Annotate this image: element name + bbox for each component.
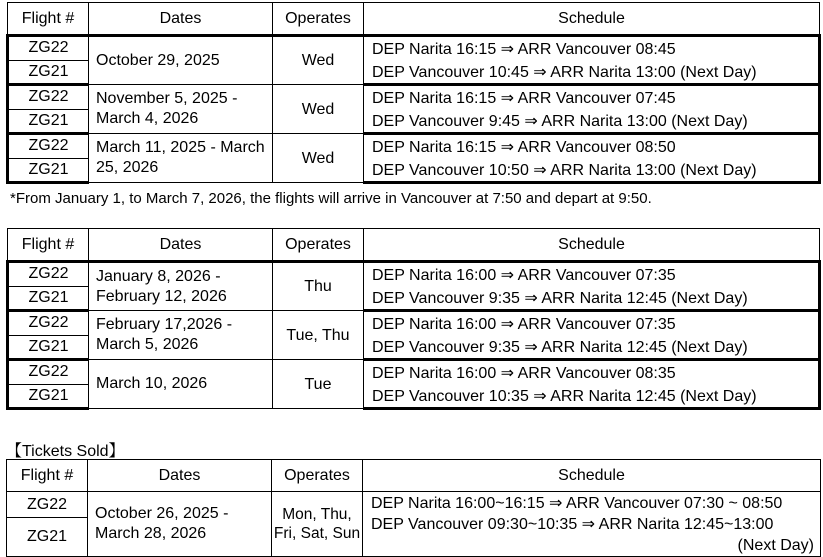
flight-number: ZG22 (8, 360, 89, 385)
flight-number: ZG21 (8, 286, 89, 311)
dates-cell: January 8, 2026 - February 12, 2026 (89, 262, 273, 311)
flight-number: ZG21 (8, 60, 89, 85)
dates-cell: March 10, 2026 (89, 360, 273, 409)
table-header-row (8, 229, 820, 262)
table-header-row (7, 460, 821, 492)
header-flight: Flight # (8, 229, 89, 262)
header-dates: Dates (88, 460, 272, 492)
schedule-outbound: DEP Narita 16:00 ⇒ ARR Vancouver 07:35 (364, 311, 820, 336)
flight-number: ZG22 (8, 134, 89, 159)
table-header-row (8, 3, 820, 36)
dates-cell: March 11, 2025 - March 25, 2026 (89, 134, 273, 183)
flight-number: ZG21 (8, 109, 89, 134)
table-row (8, 36, 820, 61)
schedule-return: DEP Vancouver 9:45 ⇒ ARR Narita 13:00 (Next Day) (364, 109, 820, 134)
header-dates: Dates (89, 229, 273, 262)
header-operates: Operates (273, 3, 364, 36)
schedule-next-day: (Next Day) (737, 536, 814, 554)
schedule-outbound: DEP Narita 16:00 ⇒ ARR Vancouver 08:35 (364, 360, 820, 385)
section-title: 【Tickets Sold】 (6, 443, 125, 460)
schedule-cell (363, 492, 821, 557)
dates-cell: February 17,2026 - March 5, 2026 (89, 311, 273, 360)
schedule-table-3 (6, 459, 821, 557)
header-flight: Flight # (7, 460, 88, 492)
schedule-return: DEP Vancouver 9:35 ⇒ ARR Narita 12:45 (Next Day) (364, 335, 820, 360)
schedule-return: DEP Vancouver 09:30~10:35 ⇒ ARR Narita 12:45~13:00 (371, 515, 774, 533)
flight-number: ZG22 (8, 36, 89, 61)
operates-cell: Wed (273, 36, 364, 85)
table-row (7, 492, 821, 518)
table-row (8, 311, 820, 336)
header-dates: Dates (89, 3, 273, 36)
flight-number: ZG21 (8, 384, 89, 409)
schedule-outbound: DEP Narita 16:00~16:15 ⇒ ARR Vancouver 07:30 ~ 08:50 (371, 494, 783, 512)
flight-number: ZG22 (8, 85, 89, 110)
header-operates: Operates (272, 460, 363, 492)
schedule-return: DEP Vancouver 10:45 ⇒ ARR Narita 13:00 (Next Day) (364, 60, 820, 85)
table-row (8, 360, 820, 385)
header-schedule: Schedule (364, 3, 820, 36)
dates-cell: November 5, 2025 - March 4, 2026 (89, 85, 273, 134)
operates-cell: Mon, Thu, Fri, Sat, Sun (272, 492, 363, 557)
table-row (8, 262, 820, 287)
operates-cell: Tue, Thu (273, 311, 364, 360)
schedule-outbound: DEP Narita 16:15 ⇒ ARR Vancouver 07:45 (364, 85, 820, 110)
dates-cell: October 29, 2025 (89, 36, 273, 85)
flight-number: ZG21 (8, 158, 89, 183)
schedule-return: DEP Vancouver 9:35 ⇒ ARR Narita 12:45 (Next Day) (364, 286, 820, 311)
flight-number: ZG22 (8, 311, 89, 336)
header-schedule: Schedule (364, 229, 820, 262)
operates-cell: Tue (273, 360, 364, 409)
flight-number: ZG21 (8, 335, 89, 360)
schedule-outbound: DEP Narita 16:15 ⇒ ARR Vancouver 08:50 (364, 134, 820, 159)
flight-number: ZG21 (7, 518, 88, 557)
schedule-outbound: DEP Narita 16:00 ⇒ ARR Vancouver 07:35 (364, 262, 820, 287)
schedule-return: DEP Vancouver 10:50 ⇒ ARR Narita 13:00 (Next Day) (364, 158, 820, 183)
flight-number: ZG22 (8, 262, 89, 287)
operates-cell: Wed (273, 85, 364, 134)
operates-cell: Thu (273, 262, 364, 311)
footnote: *From January 1, to March 7, 2026, the flights will arrive in Vancouver at 7:50 and depart at 9:50. (10, 190, 652, 207)
operates-cell: Wed (273, 134, 364, 183)
schedule-return: DEP Vancouver 10:35 ⇒ ARR Narita 12:45 (Next Day) (364, 384, 820, 409)
schedule-table-1 (6, 2, 821, 184)
table-row (8, 85, 820, 110)
dates-cell: October 26, 2025 - March 28, 2026 (88, 492, 272, 557)
schedule-table-2 (6, 228, 821, 410)
header-flight: Flight # (8, 3, 89, 36)
header-schedule: Schedule (363, 460, 821, 492)
schedule-outbound: DEP Narita 16:15 ⇒ ARR Vancouver 08:45 (364, 36, 820, 61)
table-row (8, 134, 820, 159)
flight-number: ZG22 (7, 492, 88, 518)
header-operates: Operates (273, 229, 364, 262)
